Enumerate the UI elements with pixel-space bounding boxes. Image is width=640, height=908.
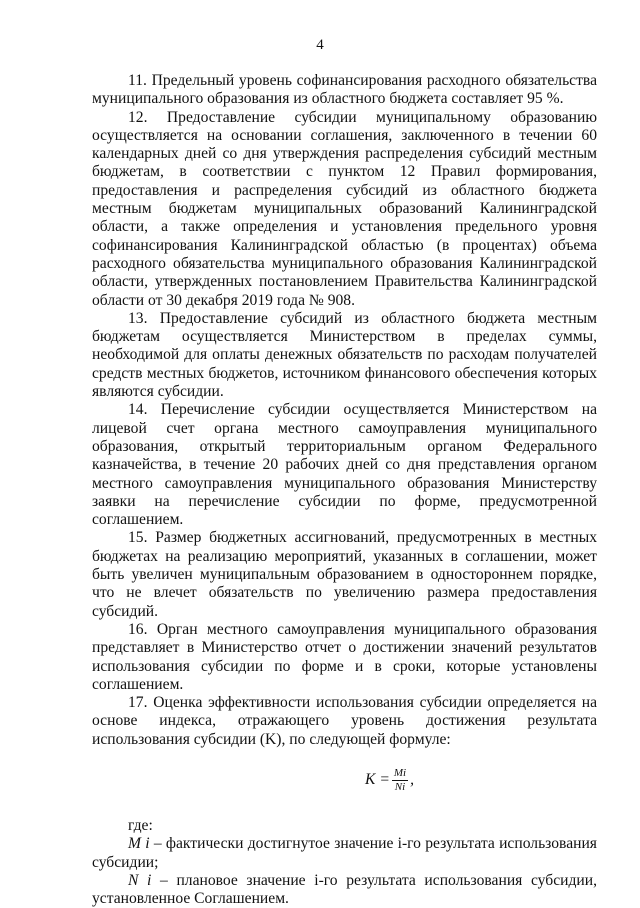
paragraph-15: 15. Размер бюджетных ассигнований, предусмотренных в местных бюджетах на реализацию мероприятий, указанных в соглашении, может быть увеличен муниципальным образованием в одностороннем порядке, что не влечет обязательств по увеличению размера предоставления субсидий. bbox=[92, 529, 597, 620]
definition-text: – фактически достигнутое значение i-го результата использования субсидии; bbox=[92, 835, 597, 871]
paragraph-12: 12. Предоставление субсидии муниципальному образованию осуществляется на основании соглашения, заключенного в течении 60 календарных дней со дня утверждения распределения субсидий местным бюджетам, в соответствии с пунктом 12 Правил формирования, предоставления и распределения субсидий из областного бюджета местным бюджетам муниципальных образований Калининградской области, а также определения и установления предельного уровня софинансирования Калининградской областью (в процентах) объема расходного обязательства муниципального образования Калининградской области, утвержденных постановлением Правительства Калининградской области от 30 декабря 2019 года № 908. bbox=[92, 108, 597, 309]
paragraph-13: 13. Предоставление субсидий из областного бюджета местным бюджетам осуществляется Министерством в пределах суммы, необходимой для оплаты денежных обязательств по расходам получателей средств местных бюджетов, источником финансового обеспечения которых являются субсидии. bbox=[92, 309, 597, 401]
definition-ni bbox=[92, 872, 597, 908]
definition-symbol: M i bbox=[128, 835, 150, 853]
definition-symbol: N i bbox=[128, 871, 152, 889]
paragraph-17: 17. Оценка эффективности использования субсидии определяется на основе индекса, отражающего уровень достижения результата использования субсидии (K), по следующей формуле: bbox=[92, 694, 597, 748]
formula-trailing: , bbox=[410, 771, 414, 789]
formula-denominator: Ni bbox=[394, 780, 406, 793]
document-body bbox=[92, 72, 597, 908]
paragraph-16: 16. Орган местного самоуправления муниципального образования представляет в Министерство отчет о достижении значений результатов использования субсидии по форме и в сроки, которые установлены соглашением. bbox=[92, 620, 597, 693]
efficiency-formula bbox=[92, 767, 597, 811]
definition-text: – плановое значение i-го результата использования субсидии, установленное Соглашением. bbox=[92, 871, 597, 908]
where-label: где: bbox=[128, 816, 153, 834]
definition-mi bbox=[92, 835, 597, 872]
formula-numerator: Mi bbox=[393, 766, 407, 779]
paragraph-14: 14. Перечисление субсидии осуществляется Министерством на лицевой счет органа местного самоуправления муниципального образования, открытый территориальным органом Федерального казначейства, в течение 20 рабочих дней со дня представления органом местного самоуправления муниципального образования Министерству заявки на перечисление субсидии по форме, предусмотренной соглашением. bbox=[92, 401, 597, 529]
page-number: 4 bbox=[316, 37, 324, 53]
formula-fraction bbox=[392, 767, 408, 794]
paragraph-11: 11. Предельный уровень софинансирования расходного обязательства муниципального образования из областного бюджета составляет 95 %. bbox=[92, 72, 597, 108]
formula-lhs: K = bbox=[365, 771, 390, 789]
